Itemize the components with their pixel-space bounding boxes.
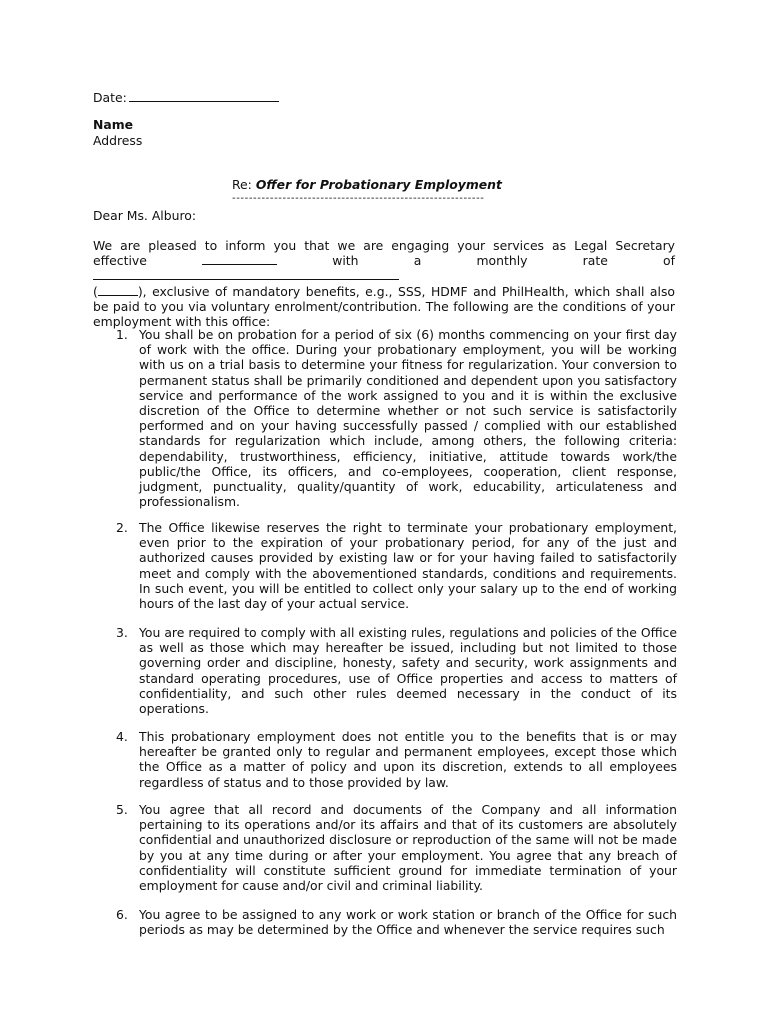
- condition-number: 4.: [116, 729, 128, 744]
- condition-number: 5.: [116, 802, 128, 817]
- date-line: [93, 89, 279, 105]
- condition-text: You agree that all record and documents of the Company and all information pertaining to its operations and/or its affairs and that of its customers are absolutely confidential and unauthorized disclosure or reproduction of the same will not be made by you at any time during or after your employment. You agree that any breach of confidentiality will constitute sufficient ground for immediate termination of your employment for cause and/or civil and criminal liability.: [139, 802, 677, 894]
- intro-paragraph: [93, 238, 675, 329]
- condition-number: 3.: [116, 625, 128, 640]
- condition-text: The Office likewise reserves the right to terminate your probationary employment, even prior to the expiration of your probationary period, for any of the just and authorized causes provided by existing law or for your having failed to satisfactorily meet and comply with the abovementioned standards, conditions and requirements. In such event, you will be entitled to collect only your salary up to the end of working hours of the last day of your actual service.: [139, 520, 677, 612]
- monthly-rate-figures-blank: [98, 284, 138, 296]
- condition-number: 6.: [116, 907, 128, 922]
- intro-part-4: ), exclusive of mandatory benefits, e.g., SSS, HDMF and PhilHealth, which shall also be paid to you via voluntary enrolment/contribution. The following are the conditions of your employment with this office:: [93, 283, 675, 330]
- condition-text: You shall be on probation for a period of six (6) months commencing on your first day of work with the office. During your probationary employment, you will be working with us on a trial basis to determine your fitness for regularization. Your conversion to permanent status shall be primarily conditioned and dependent upon you satisfactory service and performance of the work assigned to you and it is within the exclusive discretion of the Office to determine whether or not such service is satisfactorily performed and on your having successfully passed / complied with our established standards for regularization which include, among others, the following criteria: dependability, trustworthiness, efficiency, initiative, attitude towards work/the public/the Office, its officers, and co-employees, cooperation, client response, judgment, punctuality, quality/quantity of work, educability, articulateness and professionalism.: [139, 327, 677, 510]
- re-label: Re:: [232, 177, 252, 192]
- recipient-address: Address: [93, 133, 143, 148]
- condition-text: You agree to be assigned to any work or work station or branch of the Office for such periods as may be determined by the Office and whenever the service requires such: [139, 907, 677, 938]
- effective-date-blank: [202, 253, 277, 265]
- intro-part-1: We are pleased to inform you that we are engaging your services as Legal Secretary effective: [93, 238, 675, 269]
- condition-number: 1.: [116, 327, 128, 342]
- date-label: Date:: [93, 90, 127, 105]
- condition-number: 2.: [116, 520, 128, 535]
- date-blank: [129, 89, 279, 102]
- subject-line: [232, 177, 502, 192]
- intro-part-2: with a monthly rate of: [332, 253, 675, 269]
- condition-text: This probationary employment does not entitle you to the benefits that is or may hereafter be granted only to regular and permanent employees, except those which the Office as a matter of policy and upon its discretion, extends to all employees regardless of status and to those provided by law.: [139, 729, 677, 790]
- condition-text: You are required to comply with all existing rules, regulations and policies of the Office as well as those which may hereafter be issued, including but not limited to those governing order and discipline, honesty, safety and security, work assignments and standard operating procedures, use of Office properties and access to matters of confidentiality, and such other rules deemed necessary in the conduct of its operations.: [139, 625, 677, 717]
- subject-title: Offer for Probationary Employment: [255, 177, 502, 192]
- salutation: Dear Ms. Alburo:: [93, 208, 197, 223]
- intro-part-3: (: [93, 283, 98, 299]
- subject-rule: ------------------------------------------------------------: [232, 193, 485, 204]
- recipient-name: Name: [93, 117, 134, 132]
- monthly-rate-words-blank: [93, 268, 399, 280]
